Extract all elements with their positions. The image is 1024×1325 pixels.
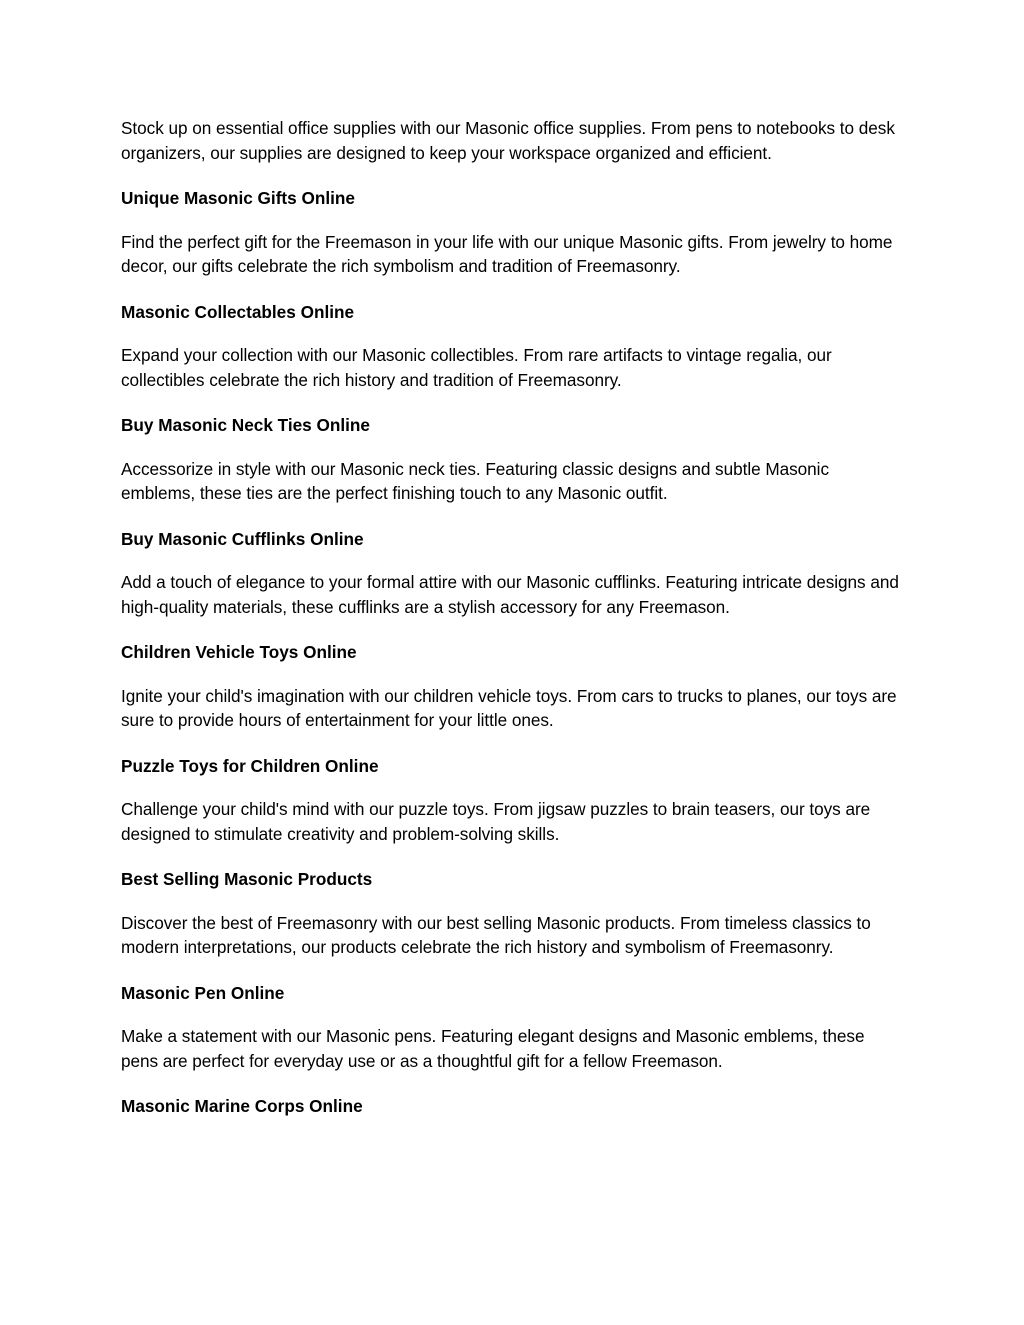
section-masonic-collectables: [121, 300, 901, 393]
section-paragraph: Make a statement with our Masonic pens. Featuring elegant designs and Masonic emblems, these pens are perfect for everyday use or as a thoughtful gift for a fellow Freemason.: [121, 1026, 865, 1071]
section-paragraph: Add a touch of elegance to your formal attire with our Masonic cufflinks. Featuring intricate designs and high-quality materials, these cufflinks are a stylish accessory for any Freemason.: [121, 572, 899, 617]
section-paragraph: Accessorize in style with our Masonic neck ties. Featuring classic designs and subtle Masonic emblems, these ties are the perfect finishing touch to any Masonic outfit.: [121, 458, 829, 503]
section-masonic-marine-corps: [121, 1094, 901, 1119]
intro-paragraph: Stock up on essential office supplies with our Masonic office supplies. From pens to notebooks to desk organizers, our supplies are designed to keep your workspace organized and efficient.: [121, 118, 895, 163]
section-children-vehicle-toys: [121, 640, 901, 733]
section-heading: Masonic Marine Corps Online: [121, 1096, 363, 1116]
section-masonic-cufflinks: [121, 527, 901, 620]
section-paragraph: Discover the best of Freemasonry with our best selling Masonic products. From timeless classics to modern interpretations, our products celebrate the rich history and symbolism of Freemasonry.: [121, 912, 871, 957]
section-heading: Puzzle Toys for Children Online: [121, 755, 379, 776]
section-paragraph: Challenge your child's mind with our puzzle toys. From jigsaw puzzles to brain teasers, our toys are designed to stimulate creativity and problem-solving skills.: [121, 799, 871, 844]
section-paragraph: Find the perfect gift for the Freemason in your life with our unique Masonic gifts. From jewelry to home decor, our gifts celebrate the rich symbolism and tradition of Freemasonry.: [121, 231, 893, 276]
section-masonic-pen: [121, 981, 901, 1074]
section-masonic-neck-ties: [121, 413, 901, 506]
section-heading: Unique Masonic Gifts Online: [121, 188, 355, 208]
section-heading: Masonic Collectables Online: [121, 301, 355, 322]
section-heading: Buy Masonic Cufflinks Online: [121, 528, 364, 549]
section-paragraph: Expand your collection with our Masonic collectibles. From rare artifacts to vintage regalia, our collectibles celebrate the rich history and tradition of Freemasonry.: [121, 345, 832, 390]
section-paragraph: Ignite your child's imagination with our children vehicle toys. From cars to trucks to planes, our toys are sure to provide hours of entertainment for your little ones.: [121, 685, 897, 730]
section-heading: Buy Masonic Neck Ties Online: [121, 415, 370, 435]
document-page: [121, 116, 901, 1138]
section-heading: Masonic Pen Online: [121, 982, 285, 1003]
section-puzzle-toys: [121, 754, 901, 847]
section-heading: Best Selling Masonic Products: [121, 869, 373, 889]
section-heading: Children Vehicle Toys Online: [121, 642, 357, 662]
section-unique-masonic-gifts: [121, 186, 901, 279]
section-best-selling-masonic-products: [121, 867, 901, 960]
